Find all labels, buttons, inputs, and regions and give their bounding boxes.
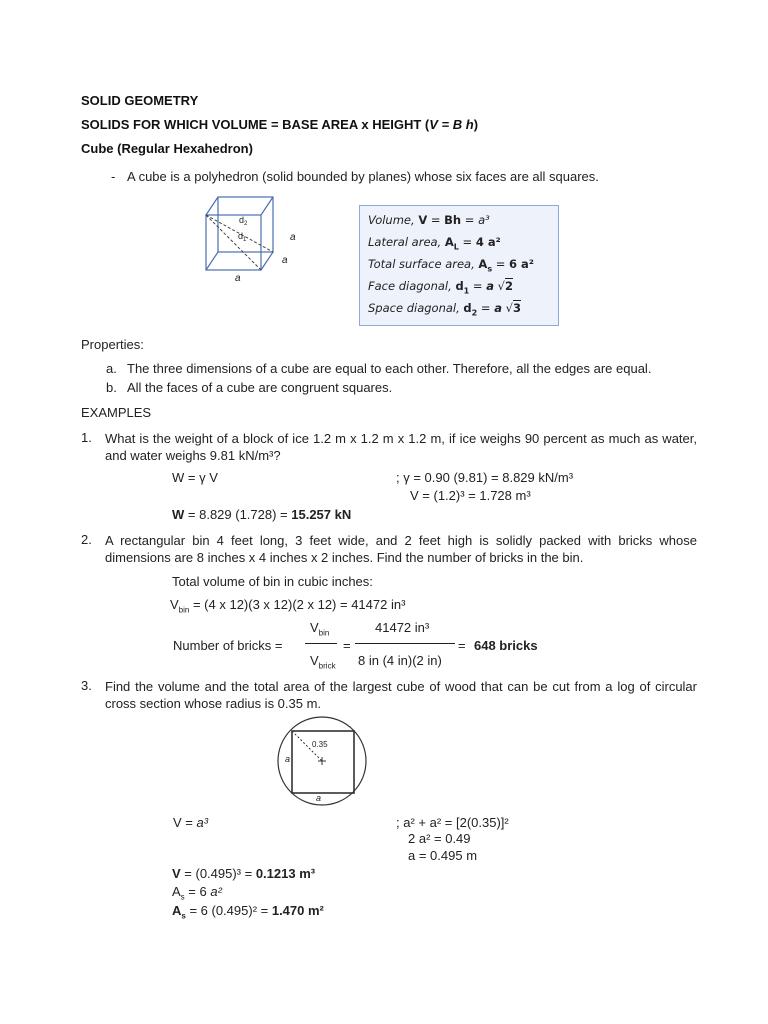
area-result: $A_s = 6$ (0.495)² = 1.470 m² [172, 903, 324, 921]
bricks-label: Number of bricks = [173, 638, 283, 653]
gamma-equation: ; γ = 0.90 (9.81) = 8.829 kN/m³ [396, 470, 574, 485]
cube-figure [190, 190, 310, 290]
examples-title: EXAMPLES [81, 405, 152, 420]
property-item: The three dimensions of a cube are equal to each other. Therefore, all the edges are equal. [127, 361, 652, 376]
side-length-result: a = 0.495 m [408, 848, 478, 863]
weight-result: W = 8.829 (1.728) = 15.257 kN [172, 507, 352, 522]
property-marker: a. [106, 361, 117, 376]
fraction-bar [355, 643, 455, 644]
example-number: 2. [81, 532, 92, 547]
example-question: What is the weight of a block of ice 1.2 m x 1.2 m x 1.2 m, if ice weighs 90 percent as much as water, and water weighs 9.81 kN/m³? [105, 431, 697, 463]
side-label-left: a [285, 754, 291, 764]
total-volume-label: Total volume of bin in cubic inches: [172, 574, 373, 589]
edge-label-bottom: a [235, 273, 241, 284]
volume-equation: V = (1.2)³ = 1.728 m³ [410, 488, 531, 503]
example-question: Find the volume and the total area of the largest cube of wood that can be cut from a log of circular cross section whose radius is 0.35 m. [105, 679, 697, 711]
fraction-bar [305, 643, 337, 644]
example-number: 3. [81, 678, 92, 693]
equals-sign: = [458, 638, 466, 653]
volume-formula: Volume, V = Bh = a³ [368, 213, 490, 227]
edge-label-depth: a [282, 255, 288, 266]
bricks-answer: 648 bricks [474, 638, 538, 653]
d1-label: $d_1$ [238, 231, 247, 243]
fraction-denominator: $V_{brick}$ [310, 653, 336, 671]
property-item: All the faces of a cube are congruent squares. [127, 380, 393, 395]
definition-text: A cube is a polyhedron (solid bounded by planes) whose six faces are all squares. [127, 169, 599, 184]
pythagoras-equation: ; a² + a² = [2(0.35)]² [396, 815, 509, 830]
volume-result: V = (0.495)³ = 0.1213 m³ [172, 866, 316, 881]
formula-box [359, 205, 559, 326]
properties-title: Properties: [81, 337, 144, 352]
edge-label-right: a [290, 232, 296, 243]
volume-equation: V = a³ [173, 815, 209, 830]
weight-equation: W = γ V [172, 470, 218, 485]
equals-sign: = [343, 638, 351, 653]
property-marker: b. [106, 380, 117, 395]
fraction-numerator: $V_{bin}$ [310, 620, 330, 638]
bin-volume-equation: $V_{bin} = (4$ x 12)(3 x 12)(2 x 12) = 41472 in³ [170, 597, 406, 615]
side-label-bottom: a [316, 793, 322, 803]
example-question: A rectangular bin 4 feet long, 3 feet wide, and 2 feet high is solidly packed with bricks whose dimensions are 8 inches x 4 inches x 2 inches. Find the number of bricks in the bin. [105, 533, 697, 565]
example-number: 1. [81, 430, 92, 445]
section-title: Cube (Regular Hexahedron) [81, 141, 253, 156]
radius-label: 0.35 [312, 740, 328, 749]
side-squared-equation: 2 a² = 0.49 [408, 831, 471, 846]
d2-label: $d_2$ [239, 215, 248, 227]
subheading: SOLIDS FOR WHICH VOLUME = BASE AREA x HEIGHT (V = B h) [81, 117, 479, 132]
space-diagonal-formula: Space diagonal, $d_2 = a$ √3 [368, 301, 521, 318]
fraction-numerator: 41472 in³ [375, 620, 430, 635]
circle-square-figure [270, 715, 380, 810]
lateral-area-formula: Lateral area, $A_L = 4$ a² [368, 235, 501, 252]
total-area-formula: Total surface area, $A_s = 6$ a² [368, 257, 534, 274]
face-diagonal-formula: Face diagonal, $d_1 = a$ √2 [368, 279, 513, 296]
area-formula: $A_s = 6$ a² [172, 884, 222, 902]
page-title: SOLID GEOMETRY [81, 93, 199, 108]
definition-dash: - [111, 169, 116, 184]
fraction-denominator: 8 in (4 in)(2 in) [358, 653, 442, 668]
